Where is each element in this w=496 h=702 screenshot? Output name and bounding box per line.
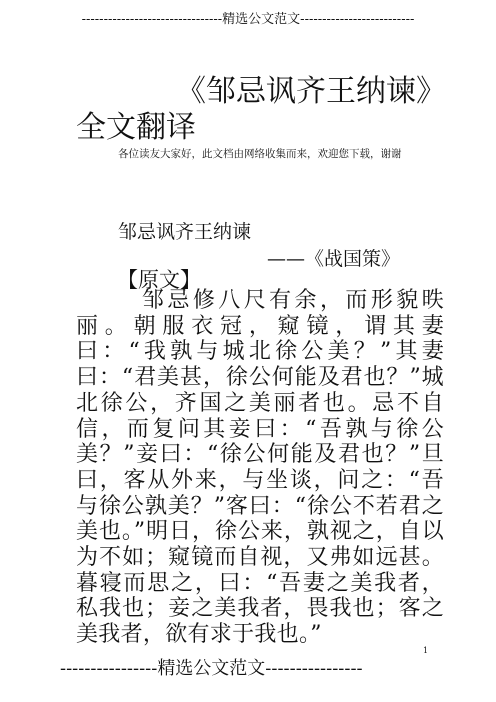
- document-title-line-1: 《邹忌讽齐王纳谏》: [176, 74, 446, 109]
- document-title-line-2: 全文翻译: [76, 110, 196, 145]
- page-footer: ----------------精选公文范文----------------: [60, 658, 363, 679]
- page-header: --------------------------------精选公文范文--------------------------: [81, 12, 415, 27]
- work-source: ——《战国策》: [267, 248, 401, 270]
- original-text-paragraph: 邹忌修八尺有余，而形貌昳丽。朝服衣冠，窥镜，谓其妻曰：“我孰与城北徐公美？”其妻曰：“君美甚，徐公何能及君也？”城北徐公，齐国之美丽者也。忌不自信，而复问其妾曰：“吾孰与徐公美？”妾曰：“徐公何能及君也？”旦曰，客从外来，与坐谈，问之：“吾与徐公孰美？”客曰：“徐公不若君之美也。”明日，徐公来，孰视之，自以为不如；窥镜而自视，又弗如远甚。暮寝而思之，曰：“吾妻之美我者，私我也；妾之美我者，畏我也；客之美我者，欲有求于我也。”: [76, 288, 444, 648]
- section-label: 【原文】: [117, 268, 201, 292]
- page-number: 1: [423, 646, 429, 655]
- work-title: 邹忌讽齐王纳谏: [118, 221, 252, 243]
- download-note: 各位读友大家好，此文档由网络收集而来，欢迎您下载，谢谢: [118, 148, 402, 160]
